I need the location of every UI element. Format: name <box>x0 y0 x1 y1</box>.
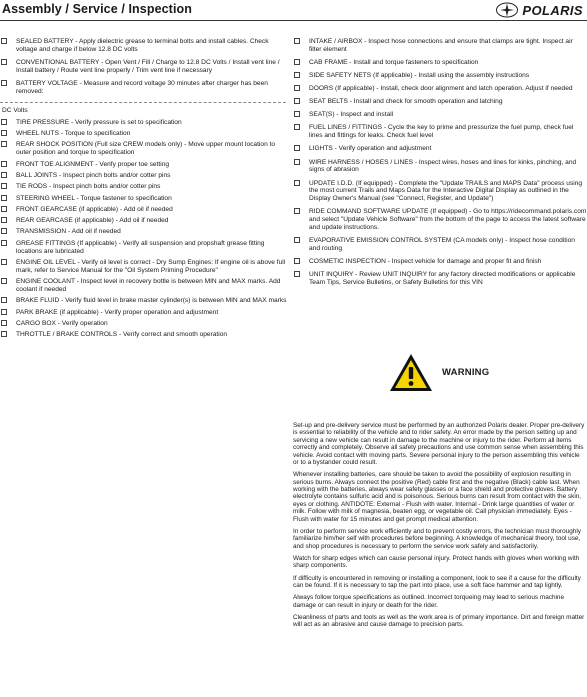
checklist-item: ENGINE COOLANT - Inspect level in recovery bottle is between MIN and MAX marks. Add coolant if needed <box>0 278 290 294</box>
right-checklist <box>293 38 587 292</box>
checkbox[interactable] <box>1 38 7 44</box>
checklist-item: DOORS (If applicable) - Install, check door alignment and latch operation. Adjust if needed <box>293 85 587 93</box>
checklist-item: SEAT(S) - Inspect and install <box>293 111 587 119</box>
checklist-item: WIRE HARNESS / HOSES / LINES - Inspect wires, hoses and lines for kinks, pinching, and signs of abrasion <box>293 159 587 175</box>
checklist-item: UPDATE I.D.D. (If equipped) - Complete the "Update TRAILS and MAPS Data" process using the most current Trails and Maps Data for the Interactive Digital Display as outlined in the Display Owner's Manual (see "Connect, Register, and Update") <box>293 180 587 204</box>
checkbox[interactable] <box>1 119 7 125</box>
checklist-item: GREASE FITTINGS (If applicable) - Verify all suspension and propshaft grease fitting locations are lubricated <box>0 240 290 256</box>
checklist-item: FUEL LINES / FITTINGS - Cycle the key to prime and pressurize the fuel pump, check fuel lines and fittings for leaks. Check fuel level <box>293 124 587 140</box>
checklist-item: UNIT INQUIRY - Review UNIT INQUIRY for any factory directed modifications or applicable Team Tips, Service Bulletins, or Safety Bulletins for this VIN <box>293 271 587 287</box>
checkbox[interactable] <box>294 271 300 277</box>
checklist-item: SEAT BELTS - Install and check for smooth operation and latching <box>293 98 587 106</box>
checklist-item: SIDE SAFETY NETS (If applicable) - Install using the assembly instructions <box>293 72 587 80</box>
checkbox[interactable] <box>294 59 300 65</box>
checkbox[interactable] <box>1 331 7 337</box>
checkbox[interactable] <box>294 258 300 264</box>
checkbox[interactable] <box>1 195 7 201</box>
header-rule <box>0 20 587 21</box>
checkbox[interactable] <box>1 228 7 234</box>
checklist-item: RIDE COMMAND SOFTWARE UPDATE (If equipped) - Go to https://ridecommand.polaris.com and select "Update Vehicle Software" from the bottom of the page to access the latest software and update instructions. <box>293 208 587 232</box>
checkbox[interactable] <box>1 172 7 178</box>
warning-paragraph: Watch for sharp edges which can cause personal injury. Protect hands with gloves when working with sharp components. <box>293 554 580 570</box>
page-header <box>0 0 587 24</box>
checklist-item: PARK BRAKE (if applicable) - Verify proper operation and adjustment <box>0 309 290 317</box>
checkbox[interactable] <box>1 297 7 303</box>
checkbox[interactable] <box>294 208 300 214</box>
checklist-item: FRONT GEARCASE (if applicable) - Add oil if needed <box>0 206 290 214</box>
left-checklist <box>0 38 290 342</box>
checklist-item: CONVENTIONAL BATTERY - Open Vent / Fill / Charge to 12.8 DC Volts / Install vent line / Install battery / Route vent line properly / Trim vent line if necessary <box>0 59 290 75</box>
checkbox[interactable] <box>1 309 7 315</box>
checkbox[interactable] <box>294 159 300 165</box>
warning-paragraph: Cleanliness of parts and tools as well as the work area is of primary importance. Dirt and foreign matter will act as an abrasive and cause damage to precision parts. <box>293 613 585 629</box>
checklist-item: THROTTLE / BRAKE CONTROLS - Verify correct and smooth operation <box>0 331 290 339</box>
brand-wordmark: POLARIS <box>522 2 583 18</box>
checkbox[interactable] <box>1 278 7 284</box>
checklist-item: WHEEL NUTS - Torque to specification <box>0 130 290 138</box>
checklist-item: BALL JOINTS - Inspect pinch bolts and/or cotter pins <box>0 172 290 180</box>
checklist-item: ENGINE OIL LEVEL - Verify oil level is correct - Dry Sump Engines: If engine oil is above full mark, refer to Service Manual for the "Oil System Priming Procedure" <box>0 259 290 275</box>
checklist-item: CAB FRAME - Install and torque fasteners to specification <box>293 59 587 67</box>
checkbox[interactable] <box>294 72 300 78</box>
checkbox[interactable] <box>294 111 300 117</box>
dc-volts-label: DC Volts <box>2 106 28 114</box>
checkbox[interactable] <box>294 180 300 186</box>
voltage-entry-line[interactable] <box>0 102 286 103</box>
checklist-item: LIGHTS - Verify operation and adjustment <box>293 145 587 153</box>
checklist-item: COSMETIC INSPECTION - Inspect vehicle for damage and proper fit and finish <box>293 258 587 266</box>
warning-paragraph: In order to perform service work efficiently and to prevent costly errors, the technician must thoroughly familiarize him/her self with procedures before beginning. A knowledge of mechanical theory, tool use, and shop procedures is necessary to perform the service work safely and satisfactorily. <box>293 527 581 550</box>
checkbox[interactable] <box>294 124 300 130</box>
checkbox[interactable] <box>1 141 7 147</box>
checklist-item: TIE RODS - Inspect pinch bolts and/or cotter pins <box>0 183 290 191</box>
checkbox[interactable] <box>294 145 300 151</box>
checkbox[interactable] <box>1 259 7 265</box>
checkbox[interactable] <box>1 320 7 326</box>
checkbox[interactable] <box>294 237 300 243</box>
checklist-item: INTAKE / AIRBOX - Inspect hose connections and ensure that clamps are tight. Inspect air filter element <box>293 38 587 54</box>
warning-triangle-icon <box>388 352 434 393</box>
checkbox[interactable] <box>1 130 7 136</box>
warning-heading <box>388 352 489 393</box>
checklist-item: BRAKE FLUID - Verify fluid level in brake master cylinder(s) is between MIN and MAX marks <box>0 297 290 305</box>
checkbox[interactable] <box>1 183 7 189</box>
checkbox[interactable] <box>1 206 7 212</box>
checklist-item: CARGO BOX - Verify operation <box>0 320 290 328</box>
warning-paragraph: Set-up and pre-delivery service must be performed by an authorized Polaris dealer. Proper pre-delivery is essential to reliability of the vehicle and to rider safety. An error made by the person setting up and servicing a new vehicle can result in damage to the machine or injury to the rider. Perform all items correctly and completely. Observe all safety precautions and use common sense when assembling this vehicle. Avoid contact with moving parts. Severe personal injury to the person assembling this vehicle or to a bystander could result. <box>293 422 585 467</box>
page-title: Assembly / Service / Inspection <box>2 2 192 16</box>
polaris-logo <box>495 2 583 18</box>
checkbox[interactable] <box>294 38 300 44</box>
checkbox[interactable] <box>1 240 7 246</box>
checklist-item: EVAPORATIVE EMISSION CONTROL SYSTEM (CA models only) - Inspect hose condition and routing <box>293 237 587 253</box>
warning-text <box>293 422 585 633</box>
checkbox[interactable] <box>1 80 7 86</box>
checklist-item: STEERING WHEEL - Torque fastener to specification <box>0 195 290 203</box>
warning-paragraph: Whenever installing batteries, care should be taken to avoid the possibility of explosion resulting in serious burns. Always connect the positive (Red) cable first and the negative (Black) cable last. When working with the batteries, always wear safety glasses or a face shield and protective gloves. Battery electrolyte contains sulfuric acid and is poisonous. Serious burns can result from contact with the skin, eyes or clothing. ANTIDOTE: External - Flush with water. Internal - Drink large quantities of water or milk. Follow with milk of magnesia, beaten egg, or vegetable oil. Call physician immediately. Eyes - Flush with water for 15 minutes and get prompt medical attention. <box>293 471 582 523</box>
checkbox[interactable] <box>294 85 300 91</box>
checklist-item: SEALED BATTERY - Apply dielectric grease to terminal bolts and install cables. Check voltage and charge if below 12.8 DC volts <box>0 38 290 54</box>
warning-paragraph: Always follow torque specifications as outlined. Incorrect torqueing may lead to serious machine damage or can result in injury or death for the rider. <box>293 594 565 609</box>
checkbox[interactable] <box>1 161 7 167</box>
checklist-item: BATTERY VOLTAGE - Measure and record voltage 30 minutes after charger has been removed: <box>0 80 290 96</box>
warning-paragraph: If difficulty is encountered in removing or installing a component, look to see if a cause for the difficulty can be found. If it is necessary to tap the part into place, use a soft face hammer and tap lightly. <box>293 574 581 589</box>
checklist-item: REAR SHOCK POSITION (Full size CREW models only) - Move upper mount location to outer position and torque to specification <box>0 141 290 157</box>
checklist-item: FRONT TOE ALIGNMENT - Verify proper toe setting <box>0 161 290 169</box>
checkbox[interactable] <box>1 217 7 223</box>
warning-label: WARNING <box>442 367 490 378</box>
compass-star-icon <box>495 2 519 18</box>
checkbox[interactable] <box>294 98 300 104</box>
checklist-item: TRANSMISSION - Add oil if needed <box>0 228 290 236</box>
checklist-item: TIRE PRESSURE - Verify pressure is set to specification <box>0 119 290 127</box>
checkbox[interactable] <box>1 59 7 65</box>
checklist-item: REAR GEARCASE (if applicable) - Add oil if needed <box>0 217 290 225</box>
